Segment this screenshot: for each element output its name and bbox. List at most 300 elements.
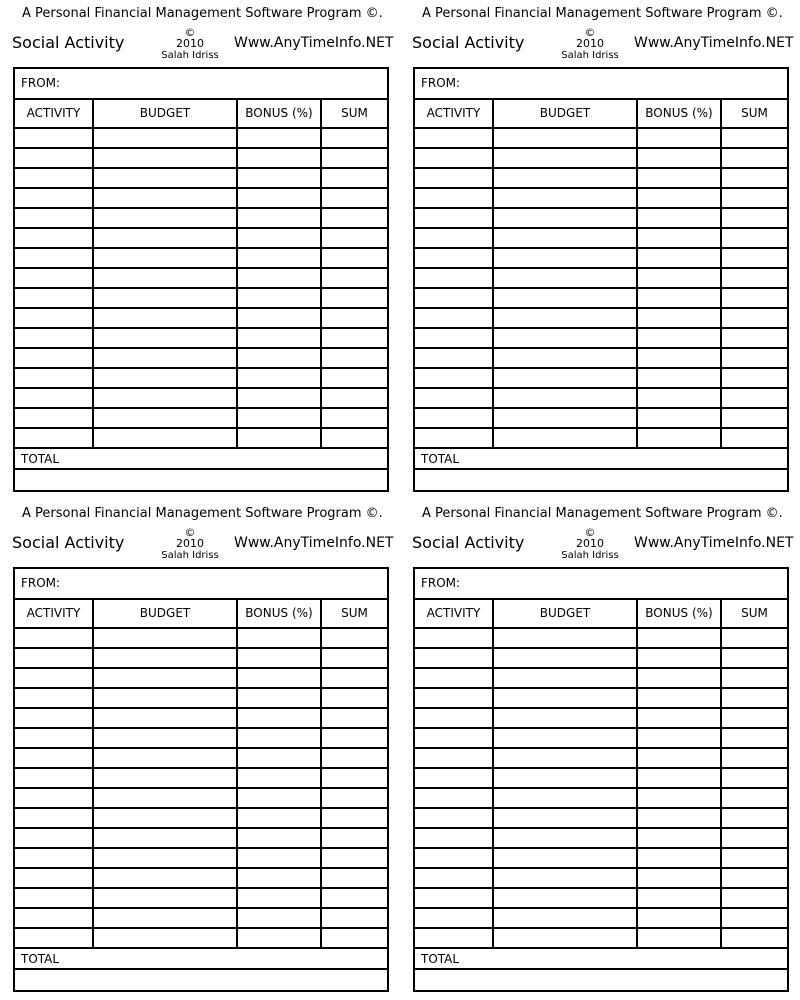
copyright-block bbox=[550, 527, 630, 561]
bonus-cell[interactable] bbox=[638, 929, 720, 947]
form-title: Social Activity bbox=[12, 33, 125, 52]
from-field[interactable] bbox=[15, 569, 387, 600]
activity-cell[interactable] bbox=[15, 369, 92, 387]
budget-cell[interactable] bbox=[494, 249, 636, 267]
bonus-cell[interactable] bbox=[638, 189, 720, 207]
budget-cell[interactable] bbox=[94, 629, 236, 647]
budget-cell[interactable] bbox=[494, 709, 636, 727]
column-header-sum: SUM bbox=[741, 606, 768, 620]
sum-cell[interactable] bbox=[722, 709, 787, 727]
sum-cell[interactable] bbox=[322, 409, 387, 427]
budget-cell[interactable] bbox=[94, 229, 236, 247]
bonus-cell[interactable] bbox=[638, 769, 720, 787]
activity-cell[interactable] bbox=[415, 769, 492, 787]
sum-cell[interactable] bbox=[322, 929, 387, 947]
bonus-cell[interactable] bbox=[638, 409, 720, 427]
sum-cell[interactable] bbox=[722, 769, 787, 787]
column-header-activity: ACTIVITY bbox=[26, 106, 81, 120]
sum-cell[interactable] bbox=[322, 349, 387, 367]
budget-cell[interactable] bbox=[494, 669, 636, 687]
table-row bbox=[15, 189, 387, 209]
budget-cell[interactable] bbox=[94, 689, 236, 707]
budget-cell[interactable] bbox=[94, 269, 236, 287]
sum-cell[interactable] bbox=[722, 629, 787, 647]
bonus-cell[interactable] bbox=[638, 909, 720, 927]
sum-cell[interactable] bbox=[722, 789, 787, 807]
budget-cell[interactable] bbox=[94, 129, 236, 147]
activity-cell[interactable] bbox=[15, 809, 92, 827]
budget-cell[interactable] bbox=[494, 829, 636, 847]
sum-cell[interactable] bbox=[322, 629, 387, 647]
bonus-cell[interactable] bbox=[238, 849, 320, 867]
table-row bbox=[415, 689, 787, 709]
budget-cell[interactable] bbox=[94, 329, 236, 347]
budget-cell[interactable] bbox=[94, 149, 236, 167]
bonus-cell[interactable] bbox=[638, 749, 720, 767]
activity-cell[interactable] bbox=[415, 349, 492, 367]
sum-cell[interactable] bbox=[722, 229, 787, 247]
activity-cell[interactable] bbox=[415, 729, 492, 747]
activity-cell[interactable] bbox=[15, 229, 92, 247]
table-row bbox=[415, 749, 787, 769]
activity-cell[interactable] bbox=[415, 329, 492, 347]
activity-cell[interactable] bbox=[415, 909, 492, 927]
activity-cell[interactable] bbox=[15, 849, 92, 867]
table-row bbox=[415, 869, 787, 889]
activity-cell[interactable] bbox=[415, 389, 492, 407]
budget-cell[interactable] bbox=[94, 849, 236, 867]
activity-cell[interactable] bbox=[415, 629, 492, 647]
bonus-cell[interactable] bbox=[638, 789, 720, 807]
activity-cell[interactable] bbox=[15, 689, 92, 707]
activity-cell[interactable] bbox=[15, 869, 92, 887]
sum-cell[interactable] bbox=[322, 209, 387, 227]
sum-cell[interactable] bbox=[322, 709, 387, 727]
bonus-cell[interactable] bbox=[638, 649, 720, 667]
bonus-cell[interactable] bbox=[238, 909, 320, 927]
bonus-cell[interactable] bbox=[638, 149, 720, 167]
bonus-cell[interactable] bbox=[238, 209, 320, 227]
budget-cell[interactable] bbox=[494, 429, 636, 447]
budget-cell[interactable] bbox=[94, 709, 236, 727]
budget-cell[interactable] bbox=[494, 649, 636, 667]
bonus-cell[interactable] bbox=[238, 369, 320, 387]
sum-cell[interactable] bbox=[322, 649, 387, 667]
activity-cell[interactable] bbox=[415, 189, 492, 207]
sum-cell[interactable] bbox=[322, 429, 387, 447]
sum-cell[interactable] bbox=[722, 249, 787, 267]
bonus-cell[interactable] bbox=[638, 629, 720, 647]
bonus-cell[interactable] bbox=[638, 429, 720, 447]
budget-cell[interactable] bbox=[494, 929, 636, 947]
activity-cell[interactable] bbox=[415, 709, 492, 727]
activity-cell[interactable] bbox=[415, 229, 492, 247]
total-value-field[interactable] bbox=[15, 470, 387, 490]
budget-cell[interactable] bbox=[94, 869, 236, 887]
budget-cell[interactable] bbox=[94, 289, 236, 307]
budget-cell[interactable] bbox=[94, 349, 236, 367]
bonus-cell[interactable] bbox=[638, 329, 720, 347]
sum-cell[interactable] bbox=[722, 149, 787, 167]
from-field[interactable] bbox=[415, 569, 787, 600]
total-value-field[interactable] bbox=[415, 470, 787, 490]
bonus-cell[interactable] bbox=[238, 749, 320, 767]
bonus-cell[interactable] bbox=[238, 669, 320, 687]
activity-cell[interactable] bbox=[15, 209, 92, 227]
table-row bbox=[415, 369, 787, 389]
sum-cell[interactable] bbox=[722, 649, 787, 667]
sum-cell[interactable] bbox=[322, 689, 387, 707]
bonus-cell[interactable] bbox=[638, 869, 720, 887]
bonus-cell[interactable] bbox=[238, 329, 320, 347]
budget-cell[interactable] bbox=[494, 629, 636, 647]
table-row bbox=[415, 209, 787, 229]
activity-cell[interactable] bbox=[15, 729, 92, 747]
bonus-cell[interactable] bbox=[238, 929, 320, 947]
copyright-block bbox=[550, 27, 630, 61]
budget-cell[interactable] bbox=[494, 769, 636, 787]
budget-cell[interactable] bbox=[94, 369, 236, 387]
activity-cell[interactable] bbox=[15, 249, 92, 267]
bonus-cell[interactable] bbox=[638, 729, 720, 747]
sum-cell[interactable] bbox=[322, 309, 387, 327]
budget-cell[interactable] bbox=[94, 429, 236, 447]
budget-cell[interactable] bbox=[494, 169, 636, 187]
activity-cell[interactable] bbox=[15, 309, 92, 327]
budget-cell[interactable] bbox=[94, 669, 236, 687]
budget-cell[interactable] bbox=[94, 769, 236, 787]
bonus-cell[interactable] bbox=[238, 769, 320, 787]
sum-cell[interactable] bbox=[322, 809, 387, 827]
bonus-cell[interactable] bbox=[238, 289, 320, 307]
bonus-cell[interactable] bbox=[638, 689, 720, 707]
table-header bbox=[415, 100, 787, 129]
sum-cell[interactable] bbox=[722, 169, 787, 187]
bonus-cell[interactable] bbox=[638, 809, 720, 827]
budget-cell[interactable] bbox=[94, 209, 236, 227]
table-row bbox=[15, 729, 387, 749]
activity-cell[interactable] bbox=[15, 909, 92, 927]
activity-cell[interactable] bbox=[415, 689, 492, 707]
activity-cell[interactable] bbox=[15, 429, 92, 447]
sum-cell[interactable] bbox=[722, 889, 787, 907]
bonus-cell[interactable] bbox=[238, 189, 320, 207]
copyright-block bbox=[150, 27, 230, 61]
activity-cell[interactable] bbox=[415, 829, 492, 847]
budget-cell[interactable] bbox=[94, 189, 236, 207]
sum-cell[interactable] bbox=[322, 769, 387, 787]
budget-cell[interactable] bbox=[94, 389, 236, 407]
bonus-cell[interactable] bbox=[238, 869, 320, 887]
activity-cell[interactable] bbox=[415, 129, 492, 147]
table-row bbox=[15, 309, 387, 329]
bonus-cell[interactable] bbox=[238, 389, 320, 407]
budget-cell[interactable] bbox=[494, 389, 636, 407]
sum-cell[interactable] bbox=[322, 149, 387, 167]
sum-cell[interactable] bbox=[322, 909, 387, 927]
sum-cell[interactable] bbox=[722, 809, 787, 827]
sum-cell[interactable] bbox=[722, 689, 787, 707]
activity-cell[interactable] bbox=[415, 929, 492, 947]
budget-cell[interactable] bbox=[494, 129, 636, 147]
bonus-cell[interactable] bbox=[638, 129, 720, 147]
activity-cell[interactable] bbox=[15, 649, 92, 667]
bonus-cell[interactable] bbox=[238, 629, 320, 647]
bonus-cell[interactable] bbox=[238, 429, 320, 447]
sum-cell[interactable] bbox=[722, 429, 787, 447]
activity-cell[interactable] bbox=[15, 129, 92, 147]
sum-cell[interactable] bbox=[322, 869, 387, 887]
bonus-cell[interactable] bbox=[638, 289, 720, 307]
budget-cell[interactable] bbox=[494, 749, 636, 767]
bonus-cell[interactable] bbox=[238, 349, 320, 367]
activity-cell[interactable] bbox=[415, 289, 492, 307]
budget-cell[interactable] bbox=[94, 909, 236, 927]
budget-cell[interactable] bbox=[94, 169, 236, 187]
activity-cell[interactable] bbox=[15, 829, 92, 847]
activity-cell[interactable] bbox=[415, 249, 492, 267]
activity-cell[interactable] bbox=[415, 889, 492, 907]
budget-cell[interactable] bbox=[494, 869, 636, 887]
bonus-cell[interactable] bbox=[238, 229, 320, 247]
activity-cell[interactable] bbox=[415, 849, 492, 867]
bonus-cell[interactable] bbox=[638, 349, 720, 367]
sum-cell[interactable] bbox=[322, 329, 387, 347]
sum-cell[interactable] bbox=[722, 729, 787, 747]
bonus-cell[interactable] bbox=[638, 849, 720, 867]
activity-cell[interactable] bbox=[15, 149, 92, 167]
bonus-cell[interactable] bbox=[238, 709, 320, 727]
table-row bbox=[415, 409, 787, 429]
column-header-activity: ACTIVITY bbox=[26, 606, 81, 620]
budget-cell[interactable] bbox=[494, 289, 636, 307]
activity-cell[interactable] bbox=[15, 269, 92, 287]
activity-cell[interactable] bbox=[15, 169, 92, 187]
budget-cell[interactable] bbox=[494, 269, 636, 287]
total-row bbox=[15, 449, 387, 470]
table-row bbox=[15, 389, 387, 409]
sum-cell[interactable] bbox=[322, 249, 387, 267]
activity-cell[interactable] bbox=[415, 169, 492, 187]
activity-cell[interactable] bbox=[15, 709, 92, 727]
table-body bbox=[15, 129, 387, 449]
copyright-symbol: © bbox=[584, 526, 596, 539]
bonus-cell[interactable] bbox=[638, 369, 720, 387]
column-header-bonus: BONUS (%) bbox=[645, 106, 713, 120]
budget-cell[interactable] bbox=[494, 189, 636, 207]
budget-cell[interactable] bbox=[494, 409, 636, 427]
table-row bbox=[415, 329, 787, 349]
budget-cell[interactable] bbox=[494, 689, 636, 707]
form-title: Social Activity bbox=[12, 533, 125, 552]
sum-cell[interactable] bbox=[722, 829, 787, 847]
sum-cell[interactable] bbox=[322, 749, 387, 767]
sum-cell[interactable] bbox=[722, 349, 787, 367]
sum-cell[interactable] bbox=[322, 269, 387, 287]
activity-cell[interactable] bbox=[15, 929, 92, 947]
sum-cell[interactable] bbox=[722, 669, 787, 687]
activity-cell[interactable] bbox=[15, 189, 92, 207]
sum-cell[interactable] bbox=[322, 729, 387, 747]
sum-cell[interactable] bbox=[722, 409, 787, 427]
sum-cell[interactable] bbox=[322, 129, 387, 147]
bonus-cell[interactable] bbox=[238, 269, 320, 287]
activity-cell[interactable] bbox=[415, 209, 492, 227]
budget-cell[interactable] bbox=[94, 829, 236, 847]
budget-cell[interactable] bbox=[94, 929, 236, 947]
copyright-year: 2010 bbox=[576, 537, 604, 550]
sum-cell[interactable] bbox=[322, 849, 387, 867]
bonus-cell[interactable] bbox=[238, 789, 320, 807]
activity-cell[interactable] bbox=[415, 149, 492, 167]
budget-cell[interactable] bbox=[494, 849, 636, 867]
budget-cell[interactable] bbox=[494, 309, 636, 327]
bonus-cell[interactable] bbox=[638, 309, 720, 327]
bonus-cell[interactable] bbox=[638, 229, 720, 247]
budget-cell[interactable] bbox=[494, 229, 636, 247]
budget-cell[interactable] bbox=[94, 729, 236, 747]
program-line: A Personal Financial Management Software Program ©. bbox=[22, 6, 383, 21]
budget-cell[interactable] bbox=[94, 249, 236, 267]
budget-cell[interactable] bbox=[494, 909, 636, 927]
sum-cell[interactable] bbox=[322, 229, 387, 247]
sum-cell[interactable] bbox=[722, 129, 787, 147]
bonus-cell[interactable] bbox=[638, 669, 720, 687]
budget-cell[interactable] bbox=[494, 809, 636, 827]
bonus-cell[interactable] bbox=[638, 209, 720, 227]
sum-cell[interactable] bbox=[722, 289, 787, 307]
bonus-cell[interactable] bbox=[238, 169, 320, 187]
activity-cell[interactable] bbox=[15, 289, 92, 307]
budget-cell[interactable] bbox=[494, 789, 636, 807]
activity-cell[interactable] bbox=[15, 409, 92, 427]
bonus-cell[interactable] bbox=[238, 649, 320, 667]
sum-cell[interactable] bbox=[322, 669, 387, 687]
sum-cell[interactable] bbox=[722, 909, 787, 927]
sum-cell[interactable] bbox=[322, 169, 387, 187]
bonus-cell[interactable] bbox=[638, 389, 720, 407]
sum-cell[interactable] bbox=[722, 209, 787, 227]
bonus-cell[interactable] bbox=[638, 709, 720, 727]
activity-cell[interactable] bbox=[415, 269, 492, 287]
column-divider bbox=[236, 100, 238, 449]
sum-cell[interactable] bbox=[722, 389, 787, 407]
sum-cell[interactable] bbox=[322, 889, 387, 907]
bonus-cell[interactable] bbox=[238, 729, 320, 747]
sum-cell[interactable] bbox=[722, 369, 787, 387]
budget-cell[interactable] bbox=[94, 809, 236, 827]
bonus-cell[interactable] bbox=[238, 409, 320, 427]
budget-cell[interactable] bbox=[94, 649, 236, 667]
bonus-cell[interactable] bbox=[238, 689, 320, 707]
sum-cell[interactable] bbox=[722, 869, 787, 887]
bonus-cell[interactable] bbox=[638, 269, 720, 287]
budget-cell[interactable] bbox=[494, 149, 636, 167]
budget-cell[interactable] bbox=[494, 349, 636, 367]
sum-cell[interactable] bbox=[322, 829, 387, 847]
activity-cell[interactable] bbox=[415, 369, 492, 387]
budget-cell[interactable] bbox=[494, 729, 636, 747]
bonus-cell[interactable] bbox=[638, 889, 720, 907]
total-value-field[interactable] bbox=[15, 970, 387, 990]
activity-cell[interactable] bbox=[415, 409, 492, 427]
sum-cell[interactable] bbox=[722, 309, 787, 327]
activity-cell[interactable] bbox=[15, 769, 92, 787]
bonus-cell[interactable] bbox=[238, 309, 320, 327]
total-value-field[interactable] bbox=[415, 970, 787, 990]
sum-cell[interactable] bbox=[322, 189, 387, 207]
activity-cell[interactable] bbox=[15, 889, 92, 907]
from-field[interactable] bbox=[15, 69, 387, 100]
table-row bbox=[415, 229, 787, 249]
bonus-cell[interactable] bbox=[238, 889, 320, 907]
activity-cell[interactable] bbox=[415, 869, 492, 887]
budget-cell[interactable] bbox=[494, 209, 636, 227]
total-row bbox=[415, 949, 787, 970]
sum-cell[interactable] bbox=[322, 789, 387, 807]
activity-cell[interactable] bbox=[415, 809, 492, 827]
bonus-cell[interactable] bbox=[238, 809, 320, 827]
activity-cell[interactable] bbox=[415, 789, 492, 807]
table-row bbox=[15, 229, 387, 249]
bonus-cell[interactable] bbox=[238, 829, 320, 847]
activity-cell[interactable] bbox=[15, 629, 92, 647]
from-field[interactable] bbox=[415, 69, 787, 100]
activity-cell[interactable] bbox=[415, 309, 492, 327]
budget-cell[interactable] bbox=[494, 889, 636, 907]
table-header bbox=[415, 600, 787, 629]
activity-cell[interactable] bbox=[15, 669, 92, 687]
bonus-cell[interactable] bbox=[238, 129, 320, 147]
activity-cell[interactable] bbox=[415, 429, 492, 447]
activity-cell[interactable] bbox=[415, 669, 492, 687]
program-line: A Personal Financial Management Software Program ©. bbox=[22, 506, 383, 521]
sum-cell[interactable] bbox=[722, 849, 787, 867]
budget-cell[interactable] bbox=[494, 369, 636, 387]
budget-cell[interactable] bbox=[94, 309, 236, 327]
sum-cell[interactable] bbox=[722, 189, 787, 207]
column-header-budget: BUDGET bbox=[139, 106, 191, 120]
sum-cell[interactable] bbox=[322, 389, 387, 407]
from-label: FROM: bbox=[21, 76, 61, 90]
activity-cell[interactable] bbox=[15, 349, 92, 367]
budget-cell[interactable] bbox=[94, 889, 236, 907]
budget-cell[interactable] bbox=[94, 749, 236, 767]
activity-cell[interactable] bbox=[415, 749, 492, 767]
activity-cell[interactable] bbox=[15, 329, 92, 347]
bonus-cell[interactable] bbox=[638, 169, 720, 187]
bonus-cell[interactable] bbox=[238, 249, 320, 267]
sum-cell[interactable] bbox=[322, 289, 387, 307]
sum-cell[interactable] bbox=[722, 749, 787, 767]
sum-cell[interactable] bbox=[322, 369, 387, 387]
budget-cell[interactable] bbox=[94, 409, 236, 427]
activity-cell[interactable] bbox=[15, 749, 92, 767]
sum-cell[interactable] bbox=[722, 929, 787, 947]
activity-cell[interactable] bbox=[415, 649, 492, 667]
budget-cell[interactable] bbox=[94, 789, 236, 807]
sum-cell[interactable] bbox=[722, 269, 787, 287]
bonus-cell[interactable] bbox=[638, 249, 720, 267]
budget-cell[interactable] bbox=[494, 329, 636, 347]
from-label: FROM: bbox=[21, 576, 61, 590]
bonus-cell[interactable] bbox=[638, 829, 720, 847]
bonus-cell[interactable] bbox=[238, 149, 320, 167]
activity-cell[interactable] bbox=[15, 389, 92, 407]
sum-cell[interactable] bbox=[722, 329, 787, 347]
activity-cell[interactable] bbox=[15, 789, 92, 807]
social-activity-form bbox=[400, 500, 800, 1000]
